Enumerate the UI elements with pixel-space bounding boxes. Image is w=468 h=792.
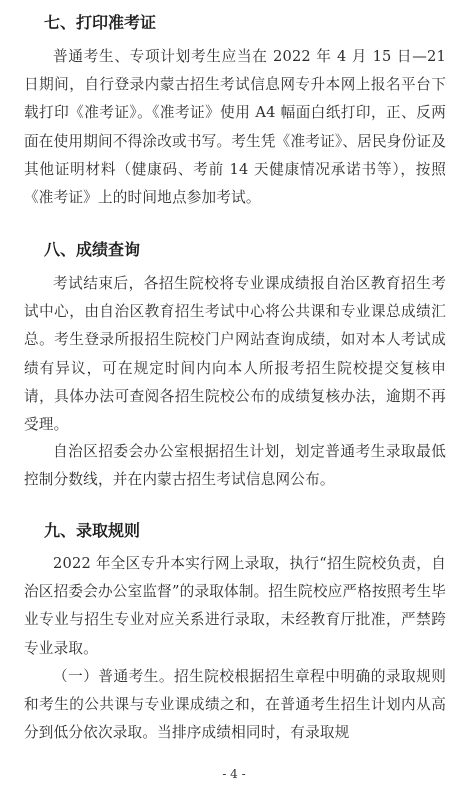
paragraph-minimum-score-line: 自治区招委会办公室根据招生计划，划定普通考生录取最低控制分数线，并在内蒙古招生考试信息网公布。	[24, 443, 446, 489]
section-heading-print-admission-ticket: 七、打印准考证	[44, 13, 157, 32]
section-heading-admission-rules: 九、录取规则	[44, 521, 141, 540]
page-number: - 4 -	[222, 767, 246, 781]
paragraph-regular-candidates: （一）普通考生。招生院校根据招生章程中明确的录取规则和考生的公共课与专业课成绩之和，在普通考生招生计划内从高分到低分依次录取。当排序成绩相同时，有录取规	[24, 668, 446, 742]
paragraph-score-query: 考试结束后，各招生院校将专业课成绩报自治区教育招生考试中心，由自治区教育招生考试中心将公共课和专业课总成绩汇总。考生登录所报招生院校门户网站查询成绩，如对本人考试成绩有异议，可在规定时间内向本人所报考招生院校提交复核申请，具体办法可查阅各招生院校公布的成绩复核办法，逾期不再受理。	[24, 275, 446, 434]
paragraph-admission-system: 2022 年全区专升本实行网上录取，执行“招生院校负责，自治区招委会办公室监督”的录取体制。招生院校应严格按照考生毕业专业与招生专业对应关系进行录取，未经教育厅批准，严禁跨专业录取。	[24, 555, 446, 657]
section-heading-score-query: 八、成绩查询	[44, 240, 141, 259]
paragraph-print-admission-ticket: 普通考生、专项计划考生应当在 2022 年 4 月 15 日—21 日期间，自行登录内蒙古招生考试信息网专升本网上报名平台下载打印《准考证》。《准考证》使用 A4 幅面白纸打印，正、反两面在使用期间不得涂改或书写。考生凭《准考证》、居民身份证及其他证明材料（健康码、考前 14 天健康情况承诺书等），按照《准考证》上的时间地点参加考试。	[24, 48, 446, 207]
